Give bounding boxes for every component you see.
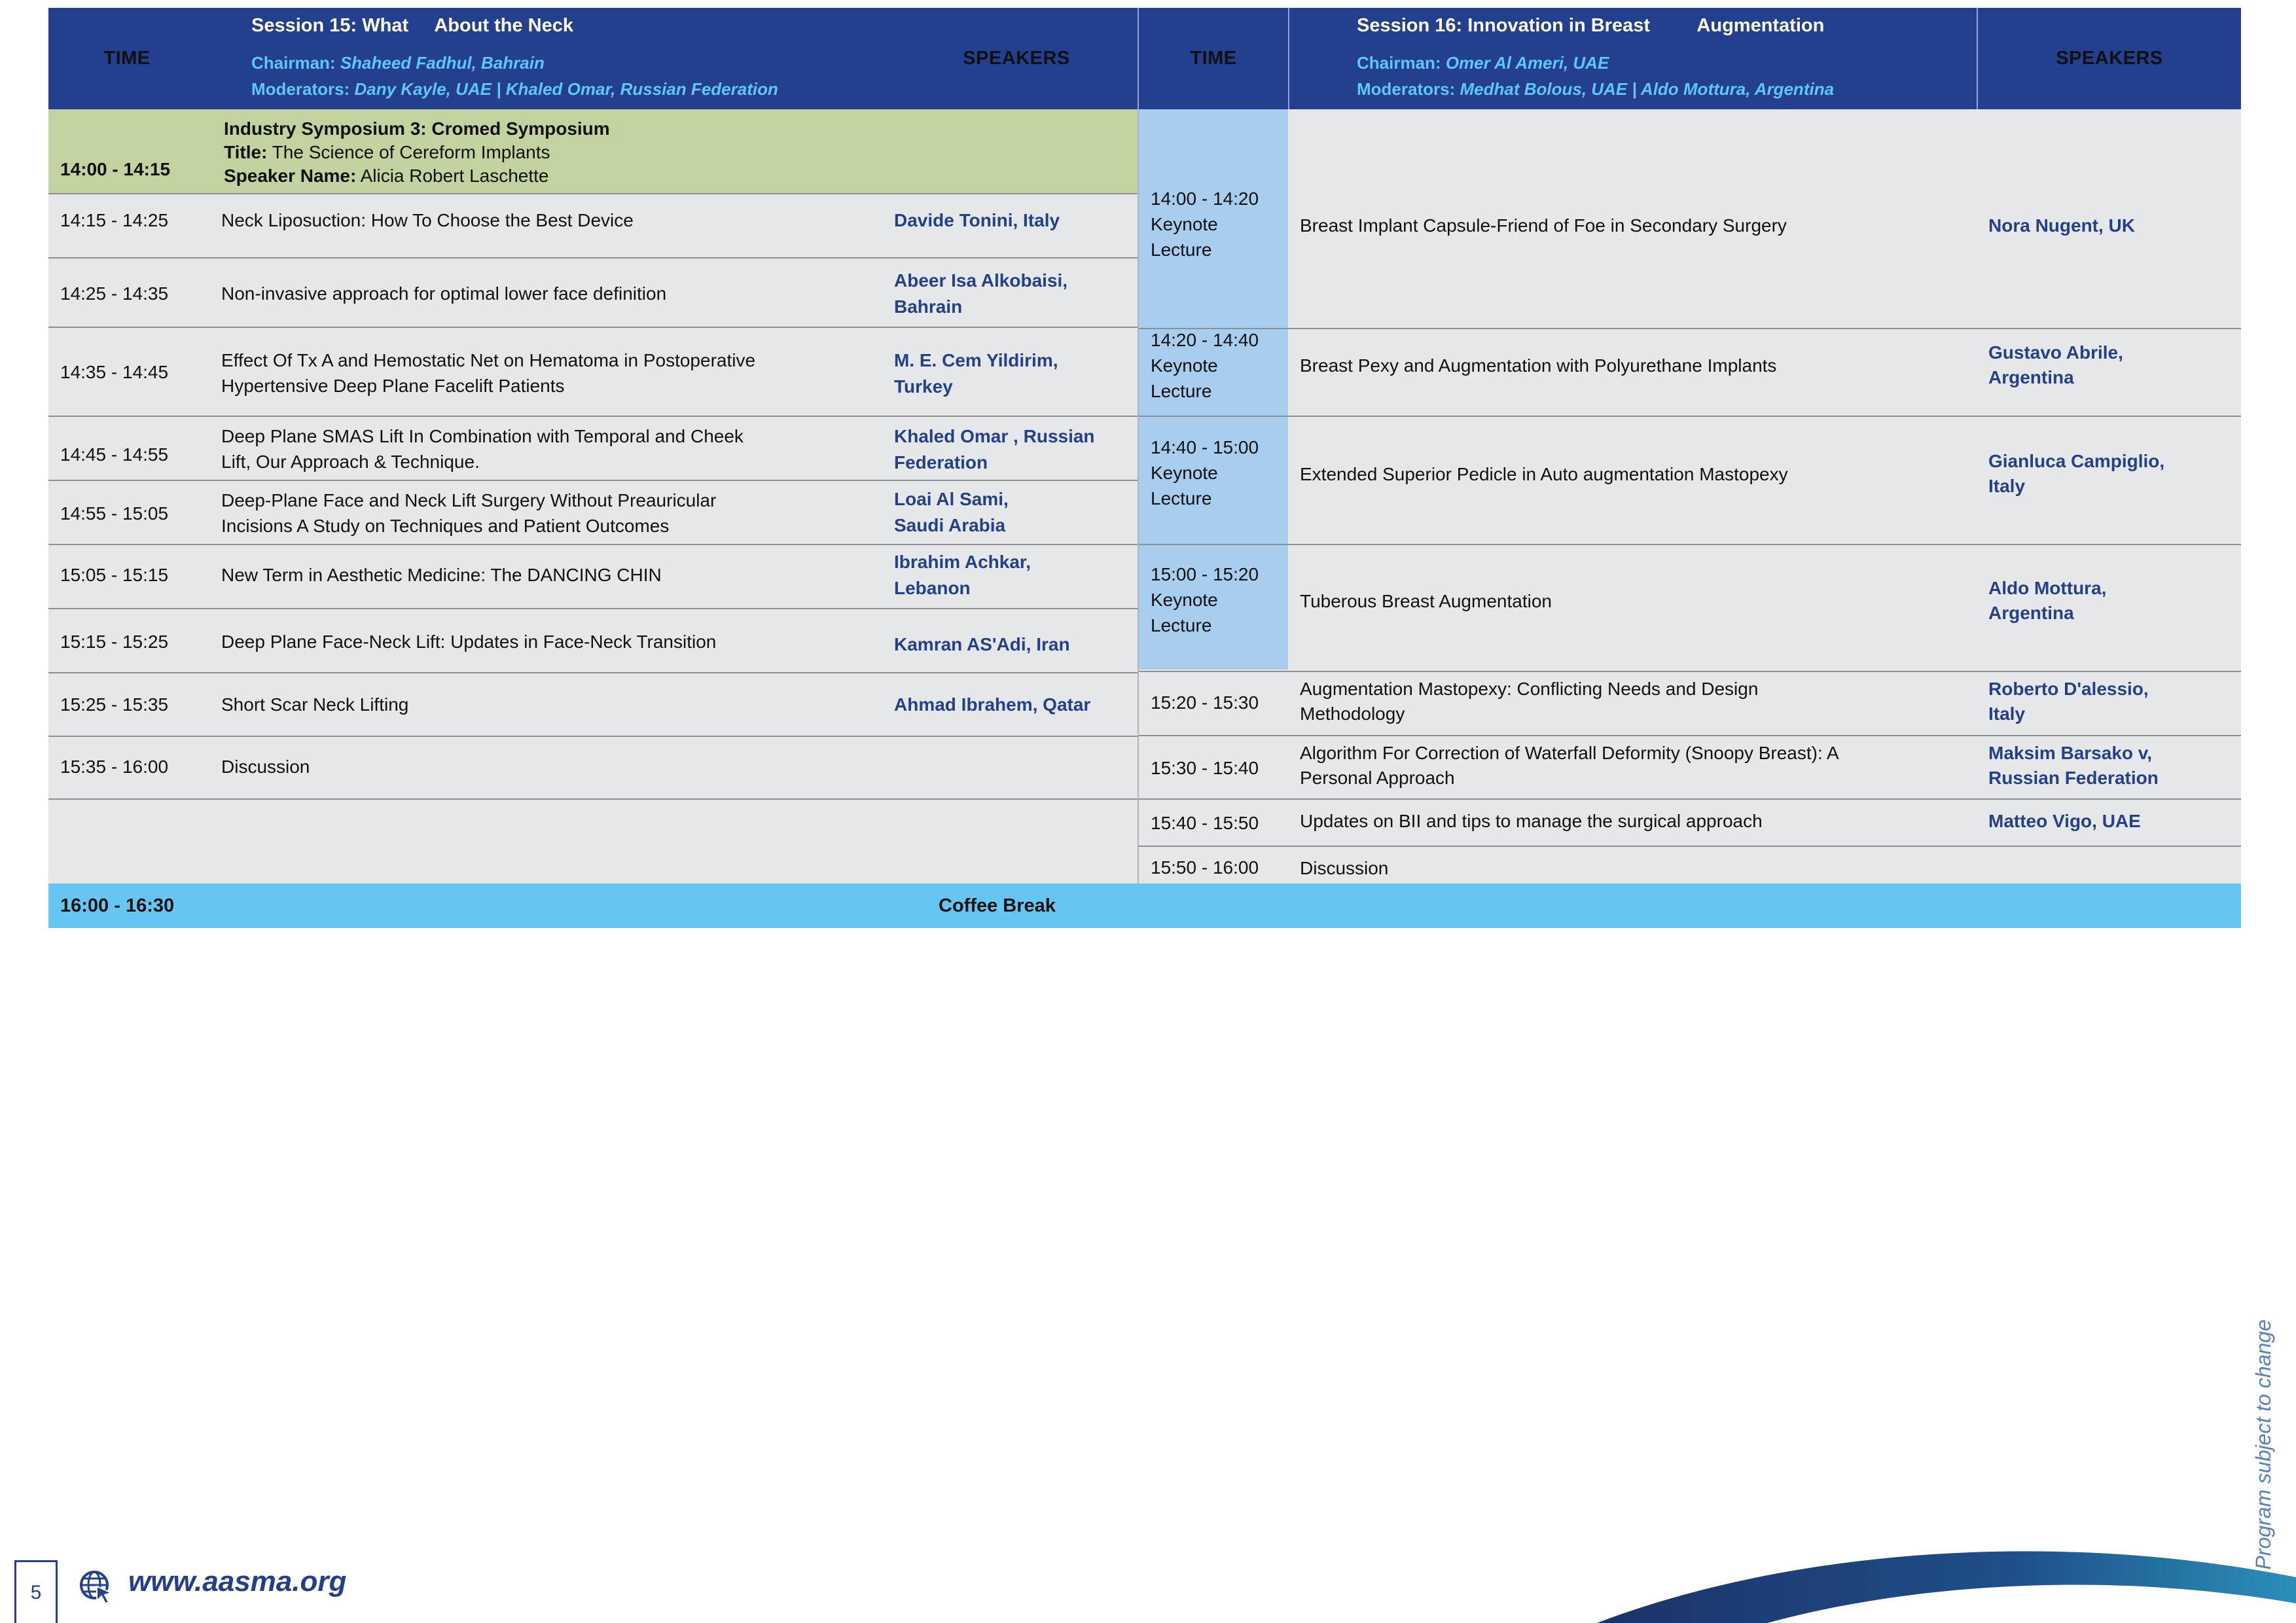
session-time: 15:05 - 15:15	[60, 565, 169, 585]
talk-title-line: Breast Implant Capsule-Friend of Foe in Secondary Surgery	[1300, 215, 1787, 236]
speaker-name	[894, 486, 1149, 539]
right-moderators-label: Moderators:	[1357, 79, 1456, 99]
session-time	[1151, 186, 1259, 262]
session-time-line: 15:40 - 15:50	[1151, 813, 1259, 833]
symposium-title-label: Title:	[224, 142, 268, 162]
right-chairman-label: Chairman:	[1357, 53, 1441, 73]
speaker-line: M. E. Cem Yildirim,	[894, 350, 1058, 370]
session-type-line: Lecture	[1151, 381, 1212, 401]
header-divider	[1288, 8, 1289, 109]
speaker-name	[1988, 340, 2237, 390]
session-time: 14:25 - 14:35	[60, 283, 169, 304]
speaker-line: Gianluca Campiglio,	[1988, 451, 2165, 471]
symposium-title: The Science of Cereform Implants	[272, 142, 550, 162]
talk-title	[1300, 809, 1981, 834]
speaker-line: Kamran AS'Adi, Iran	[894, 634, 1070, 654]
talk-title-line: Deep Plane SMAS Lift In Combination with Temporal and Cheek	[221, 426, 744, 446]
left-time-header-label: TIME	[103, 48, 151, 69]
left-moderators	[251, 76, 939, 102]
session-time: 14:15 - 14:25	[60, 210, 169, 230]
left-chairman-label: Chairman:	[251, 53, 336, 73]
speaker-name	[1988, 449, 2237, 499]
speaker-line: Roberto D'alessio,	[1988, 679, 2149, 699]
left-speakers-header	[893, 8, 1140, 109]
talk-title-line: Deep Plane Face-Neck Lift: Updates in Face-Neck Transition	[221, 632, 717, 652]
speaker-line: Gustavo Abrile,	[1988, 342, 2123, 363]
talk-title-line: Hypertensive Deep Plane Facelift Patients	[221, 376, 565, 396]
left-time-header	[48, 8, 206, 109]
speaker-name	[1988, 809, 2237, 834]
talk-title-line: Personal Approach	[1300, 768, 1455, 788]
session-type-line: Lecture	[1151, 488, 1212, 508]
right-chairman-name: Omer Al Ameri, UAE	[1445, 53, 1609, 73]
speaker-line: Nora Nugent, UK	[1988, 215, 2135, 236]
session-time	[1151, 562, 1259, 638]
talk-title	[221, 348, 908, 399]
session-time-line: 14:00 - 14:20	[1151, 188, 1259, 209]
speaker-line: Matteo Vigo, UAE	[1988, 811, 2141, 831]
right-time-header	[1139, 8, 1288, 109]
speaker-line: Ibrahim Achkar,	[894, 552, 1031, 572]
table-row	[48, 257, 1138, 327]
symposium-speaker-label: Speaker Name:	[224, 166, 357, 186]
table-row	[48, 480, 1138, 544]
talk-title	[1300, 741, 1981, 791]
symposium-speaker: Alicia Robert Laschette	[360, 166, 549, 186]
symposium-row	[48, 109, 1138, 193]
right-moderators-names: Medhat Bolous, UAE | Aldo Mottura, Argentina	[1460, 79, 1835, 99]
session-time	[1151, 755, 1259, 781]
speaker-line: Lebanon	[894, 578, 971, 598]
speaker-line: Turkey	[894, 376, 953, 397]
talk-title-line: Short Scar Neck Lifting	[221, 694, 409, 715]
speaker-line: Russian Federation	[1988, 768, 2159, 788]
speaker-line: Ahmad Ibrahem, Qatar	[894, 694, 1091, 715]
speaker-name	[894, 268, 1149, 320]
table-row	[48, 736, 1138, 798]
speaker-line: Khaled Omar , Russian	[894, 426, 1095, 446]
right-moderators	[1357, 76, 1985, 102]
left-session-title: Session 15: What About the Neck	[251, 15, 574, 36]
table-row	[48, 544, 1138, 608]
session-time	[1151, 435, 1259, 511]
symposium-heading: Industry Symposium 3: Cromed Symposium	[224, 118, 610, 139]
table-row-empty	[48, 798, 1138, 883]
session-time-line: 15:50 - 16:00	[1151, 857, 1259, 878]
decorative-wave	[1571, 1531, 2296, 1623]
page-number-label: 5	[30, 1581, 42, 1603]
speaker-line: Davide Tonini, Italy	[894, 210, 1060, 230]
talk-title-line: Non-invasive approach for optimal lower face definition	[221, 283, 667, 304]
session-time: 15:35 - 16:00	[60, 757, 169, 777]
session-type-line: Keynote	[1151, 355, 1218, 376]
schedule-table	[48, 8, 2241, 928]
talk-title	[221, 754, 908, 779]
talk-title	[221, 207, 908, 233]
talk-title	[221, 488, 908, 539]
table-row	[48, 416, 1138, 480]
right-session-header	[1357, 8, 1985, 109]
speaker-name	[894, 632, 1149, 658]
speaker-name	[894, 549, 1149, 601]
speaker-line: Saudi Arabia	[894, 515, 1006, 535]
symposium-details	[224, 117, 610, 188]
speaker-name	[1988, 677, 2237, 726]
session-time: 14:35 - 14:45	[60, 362, 169, 382]
speaker-name	[894, 348, 1149, 400]
session-type-line: Lecture	[1151, 240, 1212, 260]
talk-title-line: Discussion	[1300, 858, 1389, 878]
speaker-name	[1988, 213, 2237, 238]
table-row	[48, 672, 1138, 736]
speaker-line: Argentina	[1988, 603, 2074, 623]
speaker-line: Argentina	[1988, 367, 2074, 387]
talk-title	[1300, 856, 1981, 881]
talk-title-line: Deep-Plane Face and Neck Lift Surgery Without Preauricular	[221, 490, 717, 510]
session-type-line: Keynote	[1151, 590, 1218, 610]
session-time-line: 15:20 - 15:30	[1151, 692, 1259, 713]
page-number	[14, 1560, 58, 1623]
table-row	[48, 327, 1138, 416]
talk-title	[1300, 589, 1981, 614]
globe-cursor-icon	[79, 1569, 114, 1605]
talk-title-line: Incisions A Study on Techniques and Patient Outcomes	[221, 516, 670, 536]
website-link[interactable]: www.aasma.org	[128, 1565, 347, 1597]
right-chairman	[1357, 50, 1985, 76]
table-row	[48, 608, 1138, 672]
coffee-break-row	[48, 883, 2241, 928]
talk-title	[221, 692, 908, 717]
talk-title-line: Tuberous Breast Augmentation	[1300, 591, 1552, 611]
speaker-line: Loai Al Sami,	[894, 489, 1009, 509]
right-session-title: Session 16: Innovation in Breast Augmentation	[1357, 15, 1825, 36]
table-row	[48, 193, 1138, 257]
talk-title-line: Effect Of Tx A and Hemostatic Net on Hematoma in Postoperative	[221, 350, 756, 370]
talk-title	[221, 423, 908, 474]
session-type-line: Keynote	[1151, 214, 1218, 234]
talk-title	[221, 281, 908, 306]
talk-title	[221, 629, 908, 654]
speaker-line: Italy	[1988, 476, 2026, 496]
coffee-break-time: 16:00 - 16:30	[60, 895, 175, 916]
session-time-line: 15:30 - 15:40	[1151, 758, 1259, 778]
speaker-line: Abeer Isa Alkobaisi,	[894, 270, 1068, 291]
talk-title-line: Algorithm For Correction of Waterfall Deformity (Snoopy Breast): A	[1300, 743, 1839, 763]
session-time: 14:45 - 14:55	[60, 444, 169, 465]
speaker-name	[1988, 741, 2237, 791]
speaker-line: Federation	[894, 452, 988, 473]
speaker-line: Bahrain	[894, 296, 963, 317]
right-speakers-header	[1978, 8, 2241, 109]
speaker-line: Maksim Barsako v,	[1988, 743, 2153, 763]
talk-title-line: Augmentation Mastopexy: Conflicting Needs and Design	[1300, 679, 1759, 699]
session-type-line: Lecture	[1151, 615, 1212, 635]
speaker-name	[894, 692, 1149, 718]
talk-title	[1300, 213, 1981, 238]
session-time: 14:55 - 15:05	[60, 503, 169, 524]
talk-title-line: Updates on BII and tips to manage the surgical approach	[1300, 811, 1763, 831]
left-session-header	[251, 8, 939, 109]
session-time	[1151, 810, 1259, 836]
talk-title	[1300, 353, 1981, 378]
disclaimer-note: * Program subject to change	[2251, 1319, 2275, 1584]
talk-title-line: New Term in Aesthetic Medicine: The DANCING CHIN	[221, 565, 662, 585]
right-speakers-header-label: SPEAKERS	[2056, 48, 2163, 69]
session-time	[1151, 690, 1259, 715]
left-moderators-names: Dany Kayle, UAE | Khaled Omar, Russian Federation	[354, 79, 778, 99]
session-time-line: 14:40 - 15:00	[1151, 437, 1259, 457]
session-time: 15:25 - 15:35	[60, 694, 169, 715]
speaker-name	[1988, 576, 2237, 626]
session-time	[1151, 327, 1259, 404]
coffee-break-label: Coffee Break	[939, 895, 1056, 916]
talk-title-line: Neck Liposuction: How To Choose the Best Device	[221, 210, 634, 230]
session-time-line: 14:20 - 14:40	[1151, 330, 1259, 350]
right-time-header-label: TIME	[1190, 48, 1237, 69]
speaker-line: Aldo Mottura,	[1988, 578, 2107, 598]
talk-title	[221, 562, 908, 588]
talk-title-line: Breast Pexy and Augmentation with Polyurethane Implants	[1300, 355, 1777, 376]
speaker-name	[894, 423, 1149, 476]
talk-title-line: Methodology	[1300, 704, 1405, 724]
talk-title	[1300, 462, 1981, 487]
session-time: 15:15 - 15:25	[60, 632, 169, 652]
speaker-line: Italy	[1988, 704, 2026, 724]
talk-title-line: Discussion	[221, 757, 310, 777]
speaker-name	[894, 207, 1149, 234]
talk-title-line: Extended Superior Pedicle in Auto augmentation Mastopexy	[1300, 464, 1788, 484]
left-chairman-name: Shaheed Fadhul, Bahrain	[340, 53, 545, 73]
left-chairman	[251, 50, 939, 76]
symposium-time: 14:00 - 14:15	[60, 159, 171, 179]
session-time	[1151, 855, 1259, 880]
left-speakers-header-label: SPEAKERS	[963, 48, 1070, 69]
talk-title-line: Lift, Our Approach & Technique.	[221, 452, 480, 472]
session-time-line: 15:00 - 15:20	[1151, 564, 1259, 584]
left-moderators-label: Moderators:	[251, 79, 350, 99]
session-type-line: Keynote	[1151, 463, 1218, 483]
talk-title	[1300, 677, 1981, 726]
